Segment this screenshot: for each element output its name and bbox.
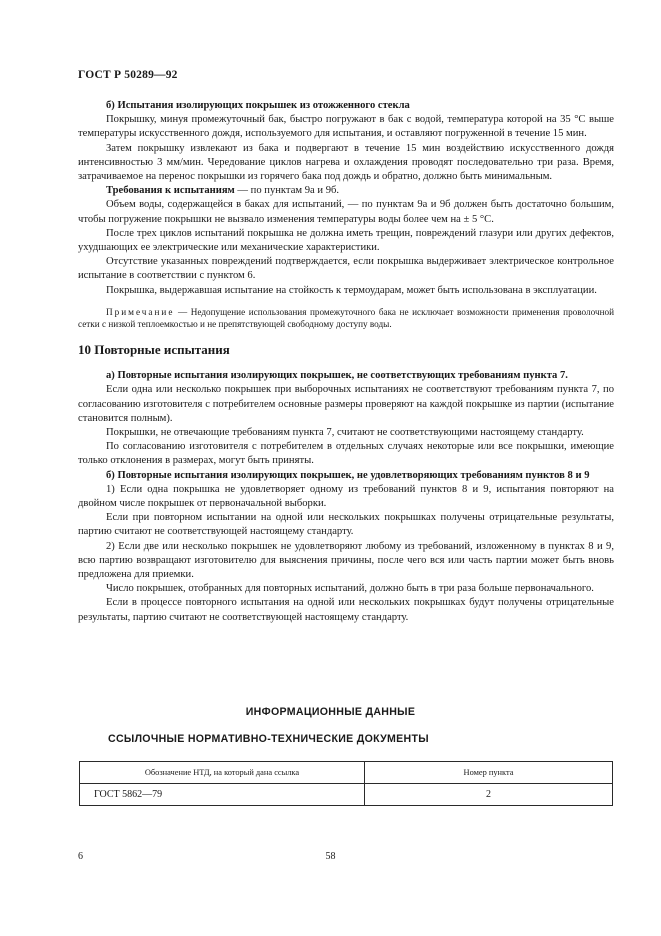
paragraph: Если в процессе повторного испытания на одной или нескольких покрышках будут получены отрицательные результаты, партию считают не соответствующей настоящему стандарту. (78, 597, 614, 623)
paragraph: Покрышка, выдержавшая испытание на стойкость к термоударам, может быть использована в эксплуатации. (106, 284, 597, 296)
paragraph: Если одна или несколько покрышек при выборочных испытаниях не соответствуют требованиям пункта 7, по согласованию изготовителя с потребителем основные размеры проверяют на каждой покрышке из партии (испытание становится полным). (78, 384, 614, 424)
paragraph: Покрышку, минуя промежуточный бак, быстро погружают в бак с водой, температура которой на 35 °С выше температуры искусственного дождя, используемого для испытания, и оставляют погруженной в течение 15 мин. (78, 114, 614, 140)
note (78, 306, 614, 331)
subsection-heading-a: а) Повторные испытания изолирующих покрышек, не соответствующих требованиям пункта 7. (106, 370, 568, 382)
standard-code-header: ГОСТ Р 50289—92 (78, 69, 178, 81)
table-cell-document: ГОСТ 5862—79 (80, 784, 365, 806)
main-content (78, 99, 614, 625)
paragraph: 2) Если две или несколько покрышек не удовлетворяют любому из требований, изложенному в пунктах 8 и 9, всю партию возвращают изготовителю для выяснения причины, после чего вся или часть партии может быть вновь предложена для приемки. (78, 540, 614, 581)
reference-documents-title: ССЫЛОЧНЫЕ НОРМАТИВНО-ТЕХНИЧЕСКИЕ ДОКУМЕНТЫ (108, 733, 429, 745)
table-cell-clause: 2 (365, 784, 613, 806)
paragraph: Число покрышек, отобранных для повторных испытаний, должно быть в три раза больше первоначального. (106, 583, 594, 595)
paragraph: Покрышки, не отвечающие требованиям пункта 7, считают не соответствующими настоящему стандарту. (106, 427, 584, 439)
section-10-title: 10 Повторные испытания (78, 342, 230, 358)
subsection-heading-b-glass: б) Испытания изолирующих покрышек из отожженного стекла (106, 100, 410, 111)
requirements-text: — по пунктам 9а и 9б. (234, 185, 340, 197)
column-header-clause: Номер пункта (365, 762, 613, 784)
reference-table (79, 761, 613, 806)
requirements-line (78, 184, 614, 198)
page-number-center: 58 (325, 851, 336, 862)
paragraph: По согласованию изготовителя с потребителем в отдельных случаях некоторые или все покрышки, имеющие только отклонения в размерах, могут быть приняты. (78, 441, 614, 467)
paragraph: Затем покрышку извлекают из бака и подвергают в течение 15 мин воздействию искусственного дождя интенсивностью 3 мм/мин. Чередование циклов нагрева и охлаждения проводят последовательно три раза. Время, затрачиваемое на перенос покрышки из горячего бака под дождь и обратно, должно быть минимальным. (78, 142, 614, 183)
paragraph: Объем воды, содержащейся в баках для испытаний, — по пунктам 9а и 9б должен быть достаточно большим, чтобы погружение покрышки не вызвало изменения температуры воды более чем на ± 5 °С. (78, 199, 614, 225)
note-label: Примечание (106, 306, 175, 317)
requirements-label: Требования к испытаниям (106, 185, 235, 197)
paragraph: Отсутствие указанных повреждений подтверждается, если покрышка выдерживает электрическое контрольное испытание в соответствии с пунктом 6. (78, 256, 614, 282)
note-text: — Недопущение использования промежуточного бака не исключает возможности применения проволочной сетки с низкой теплоемкостью и не препятствующей свободному доступу воды. (78, 306, 614, 330)
paragraph: После трех циклов испытаний покрышка не должна иметь трещин, повреждений глазури или других дефектов, ухудшающих ее электрические или механические характеристики. (78, 227, 614, 254)
table-row (80, 784, 613, 806)
column-header-document: Обозначение НТД, на который дана ссылка (80, 762, 365, 784)
table-header-row (80, 762, 613, 784)
paragraph-group-b1 (78, 113, 614, 184)
info-data-title: ИНФОРМАЦИОННЫЕ ДАННЫЕ (245, 706, 416, 718)
page-number-left: 6 (78, 851, 83, 862)
subsection-heading-b: б) Повторные испытания изолирующих покрышек, не удовлетворяющих требованиям пунктов 8 и 9 (106, 469, 590, 481)
paragraph: 1) Если одна покрышка не удовлетворяет одному из требований пунктов 8 и 9, испытания повторяют на двойном числе покрышек от первоначальной выборки. (78, 483, 614, 510)
paragraph: Если при повторном испытании на одной или нескольких покрышках получены отрицательные результаты, партию считают не соответствующей настоящему стандарту. (78, 512, 614, 538)
